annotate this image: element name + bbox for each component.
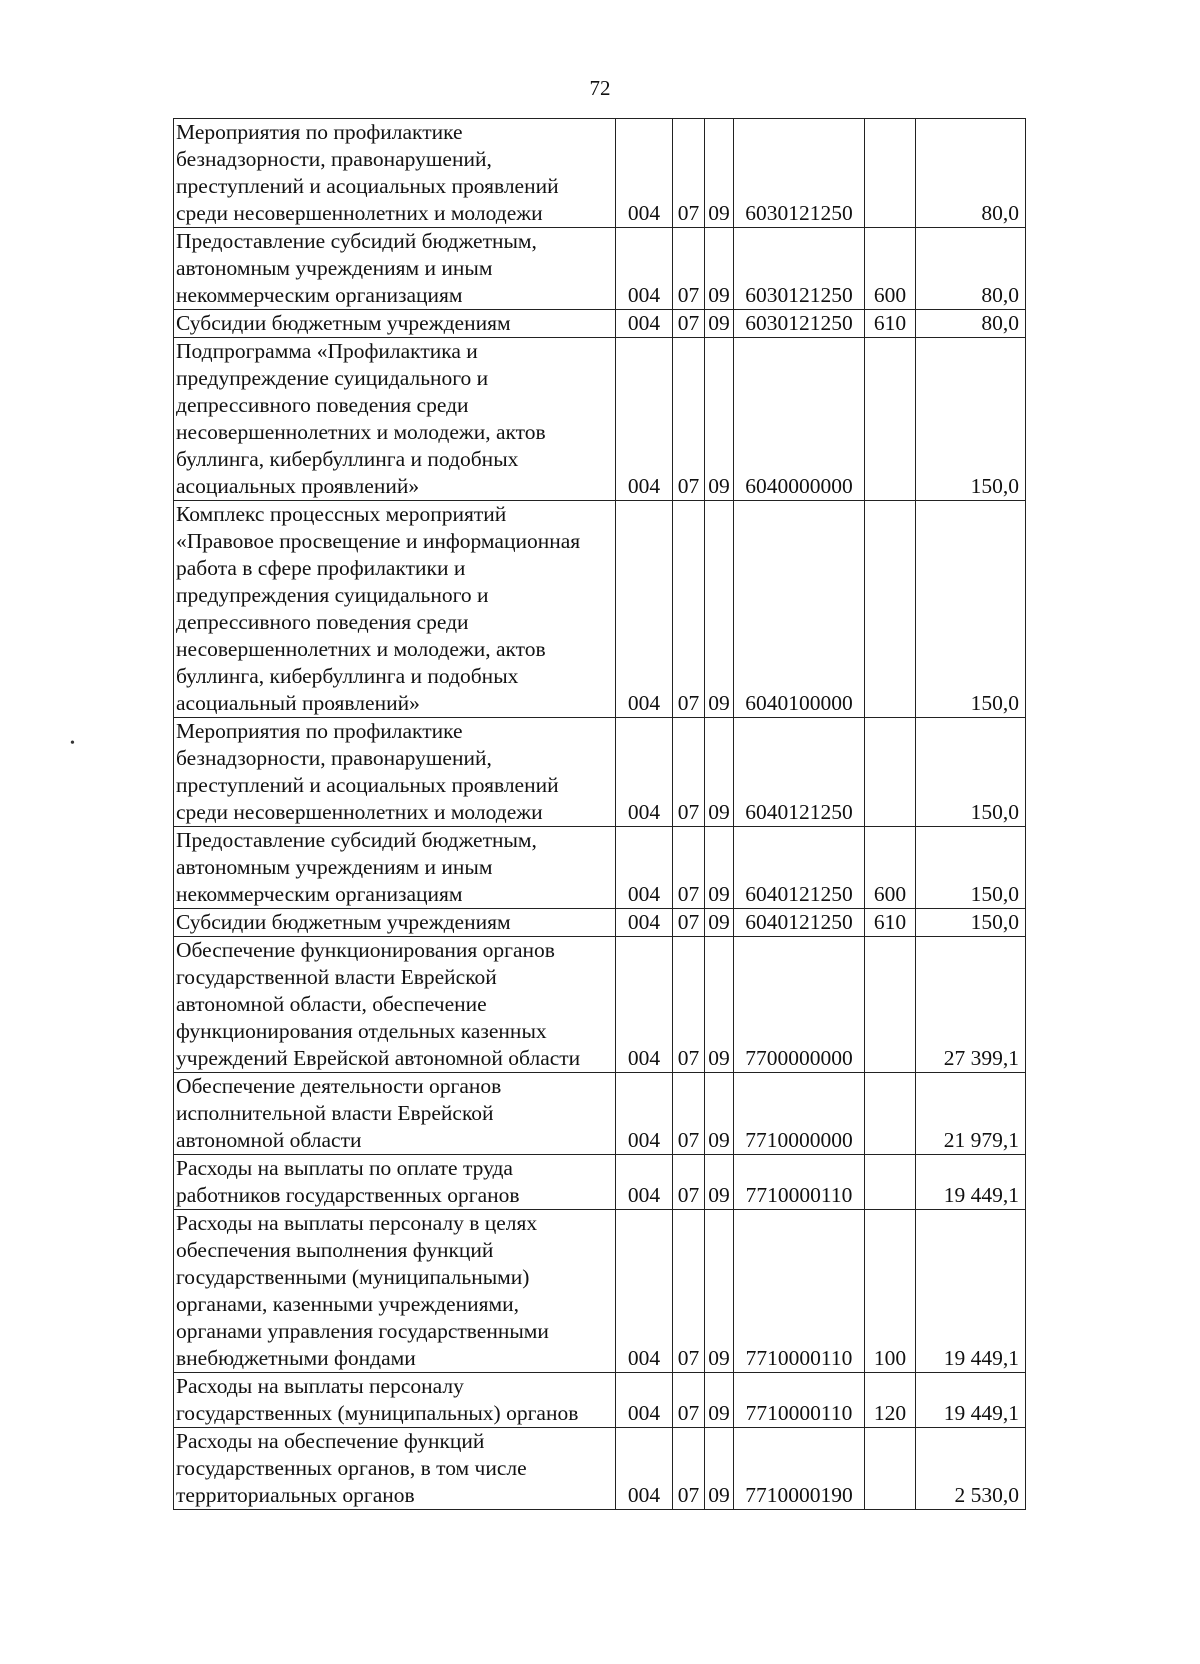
cell-rz: 07 [673,1155,705,1210]
cell-vr [865,338,916,501]
cell-csr: 6030121250 [734,310,865,338]
cell-vr [865,1155,916,1210]
cell-csr: 6030121250 [734,119,865,228]
cell-csr: 7710000110 [734,1155,865,1210]
cell-rz: 07 [673,1373,705,1428]
table-row [174,1073,1026,1155]
cell-adm: 004 [616,338,673,501]
cell-pr: 09 [705,1155,734,1210]
cell-rz: 07 [673,338,705,501]
cell-amount: 19 449,1 [916,1155,1026,1210]
table-row [174,1373,1026,1428]
cell-name: Обеспечение деятельности органов исполнительной власти Еврейской автономной области [174,1073,616,1155]
cell-adm: 004 [616,228,673,310]
cell-vr: 600 [865,827,916,909]
table-row [174,937,1026,1073]
table-body [174,119,1026,1510]
cell-pr: 09 [705,338,734,501]
cell-adm: 004 [616,1210,673,1373]
cell-csr: 6040121250 [734,718,865,827]
cell-amount: 150,0 [916,909,1026,937]
cell-pr: 09 [705,718,734,827]
cell-csr: 6040121250 [734,827,865,909]
table-row [174,1155,1026,1210]
cell-rz: 07 [673,119,705,228]
cell-adm: 004 [616,501,673,718]
cell-pr: 09 [705,937,734,1073]
cell-rz: 07 [673,1428,705,1510]
cell-pr: 09 [705,119,734,228]
table-row [174,1210,1026,1373]
cell-csr: 6030121250 [734,228,865,310]
cell-vr [865,501,916,718]
table-row [174,228,1026,310]
cell-pr: 09 [705,1073,734,1155]
cell-rz: 07 [673,937,705,1073]
cell-vr [865,937,916,1073]
cell-rz: 07 [673,1210,705,1373]
cell-name: Расходы на выплаты по оплате труда работников государственных органов [174,1155,616,1210]
cell-vr: 610 [865,310,916,338]
cell-name: Расходы на выплаты персоналу в целях обеспечения выполнения функций государственными (муниципальными) органами, казенными учреждениями, органами управления государственными внебюджетными фондами [174,1210,616,1373]
cell-pr: 09 [705,501,734,718]
table-row [174,501,1026,718]
table-row [174,909,1026,937]
cell-rz: 07 [673,909,705,937]
cell-adm: 004 [616,1073,673,1155]
table-row [174,1428,1026,1510]
cell-adm: 004 [616,1428,673,1510]
cell-name: Мероприятия по профилактике безнадзорности, правонарушений, преступлений и асоциальных проявлений среди несовершеннолетних и молодежи [174,119,616,228]
cell-adm: 004 [616,119,673,228]
cell-amount: 150,0 [916,718,1026,827]
cell-pr: 09 [705,310,734,338]
cell-name: Расходы на выплаты персоналу государственных (муниципальных) органов [174,1373,616,1428]
cell-rz: 07 [673,827,705,909]
cell-name: Подпрограмма «Профилактика и предупреждение суицидального и депрессивного поведения среди несовершеннолетних и молодежи, актов буллинга, кибербуллинга и подобных асоциальных проявлений» [174,338,616,501]
cell-csr: 6040121250 [734,909,865,937]
cell-amount: 27 399,1 [916,937,1026,1073]
table-row [174,119,1026,228]
cell-name: Комплекс процессных мероприятий «Правовое просвещение и информационная работа в сфере профилактики и предупреждения суицидального и депрессивного поведения среди несовершеннолетних и молодежи, актов буллинга, кибербуллинга и подобных асоциальный проявлений» [174,501,616,718]
cell-csr: 7710000190 [734,1428,865,1510]
cell-amount: 19 449,1 [916,1373,1026,1428]
cell-csr: 7700000000 [734,937,865,1073]
cell-rz: 07 [673,718,705,827]
cell-name: Субсидии бюджетным учреждениям [174,310,616,338]
table-row [174,827,1026,909]
cell-csr: 6040000000 [734,338,865,501]
cell-pr: 09 [705,1373,734,1428]
cell-rz: 07 [673,228,705,310]
cell-amount: 150,0 [916,338,1026,501]
cell-csr: 7710000110 [734,1210,865,1373]
cell-pr: 09 [705,1210,734,1373]
cell-vr: 120 [865,1373,916,1428]
table-row [174,310,1026,338]
cell-vr [865,718,916,827]
table-row [174,338,1026,501]
table-row [174,718,1026,827]
cell-amount: 150,0 [916,501,1026,718]
cell-adm: 004 [616,718,673,827]
cell-pr: 09 [705,1428,734,1510]
cell-name: Расходы на обеспечение функций государственных органов, в том числе территориальных органов [174,1428,616,1510]
cell-amount: 80,0 [916,310,1026,338]
cell-rz: 07 [673,1073,705,1155]
cell-name: Обеспечение функционирования органов государственной власти Еврейской автономной области, обеспечение функционирования отдельных казенных учреждений Еврейской автономной области [174,937,616,1073]
cell-adm: 004 [616,1155,673,1210]
cell-name: Предоставление субсидий бюджетным, автономным учреждениям и иным некоммерческим организациям [174,228,616,310]
cell-vr [865,119,916,228]
scan-speck: • [70,736,75,751]
cell-pr: 09 [705,827,734,909]
page-number: 72 [589,76,611,100]
cell-csr: 7710000110 [734,1373,865,1428]
cell-name: Субсидии бюджетным учреждениям [174,909,616,937]
budget-table [173,118,1026,1510]
cell-adm: 004 [616,827,673,909]
cell-vr: 600 [865,228,916,310]
cell-rz: 07 [673,310,705,338]
cell-adm: 004 [616,1373,673,1428]
cell-pr: 09 [705,909,734,937]
cell-amount: 80,0 [916,228,1026,310]
cell-adm: 004 [616,310,673,338]
cell-rz: 07 [673,501,705,718]
cell-name: Предоставление субсидий бюджетным, автономным учреждениям и иным некоммерческим организациям [174,827,616,909]
cell-amount: 80,0 [916,119,1026,228]
cell-csr: 7710000000 [734,1073,865,1155]
cell-amount: 21 979,1 [916,1073,1026,1155]
cell-amount: 2 530,0 [916,1428,1026,1510]
cell-vr [865,1428,916,1510]
cell-name: Мероприятия по профилактике безнадзорности, правонарушений, преступлений и асоциальных проявлений среди несовершеннолетних и молодежи [174,718,616,827]
cell-amount: 150,0 [916,827,1026,909]
cell-amount: 19 449,1 [916,1210,1026,1373]
cell-vr: 610 [865,909,916,937]
cell-vr [865,1073,916,1155]
cell-csr: 6040100000 [734,501,865,718]
cell-vr: 100 [865,1210,916,1373]
cell-pr: 09 [705,228,734,310]
cell-adm: 004 [616,909,673,937]
cell-adm: 004 [616,937,673,1073]
